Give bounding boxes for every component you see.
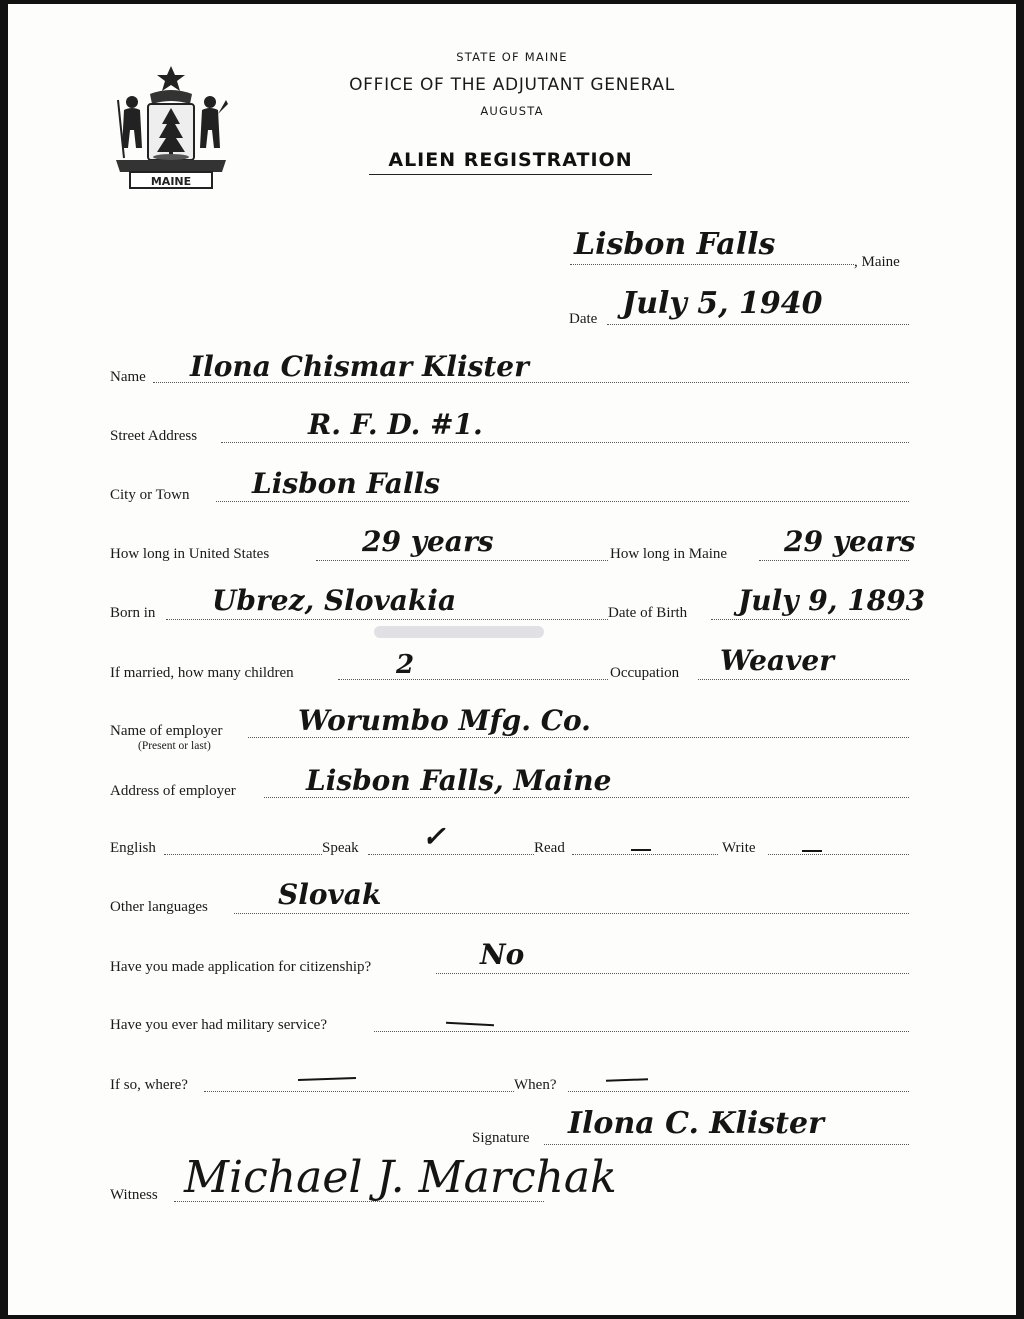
date-value: July 5, 1940 — [622, 286, 823, 321]
employer-sublabel: (Present or last) — [138, 740, 211, 752]
military-label: Have you ever had military service? — [110, 1017, 327, 1033]
when-line — [568, 1091, 909, 1092]
read-line — [572, 854, 718, 855]
born-in-value: Ubrez, Slovakia — [212, 584, 457, 617]
when-dash — [606, 1078, 648, 1081]
dob-label: Date of Birth — [608, 605, 688, 621]
citizenship-label: Have you made application for citizenship? — [110, 959, 372, 975]
how-long-maine-value: 29 years — [784, 525, 916, 558]
english-line — [164, 854, 322, 855]
city-line — [216, 501, 909, 502]
employer-value: Worumbo Mfg. Co. — [298, 704, 591, 737]
city-value: Lisbon Falls — [252, 467, 440, 500]
citizenship-line — [436, 973, 909, 974]
date-line — [607, 324, 909, 325]
speak-value: ✓ — [422, 820, 446, 853]
street-address-value: R. F. D. #1. — [308, 408, 483, 441]
occupation-label: Occupation — [610, 665, 680, 681]
paper-stain — [374, 626, 544, 638]
speak-line — [368, 854, 534, 855]
employer-address-value: Lisbon Falls, Maine — [306, 764, 612, 797]
how-long-us-value: 29 years — [362, 525, 494, 558]
where-dash — [298, 1077, 356, 1081]
form-title: ALIEN REGISTRATION — [369, 149, 652, 175]
born-in-line — [166, 619, 608, 620]
citizenship-value: No — [480, 938, 525, 971]
registration-form — [8, 4, 1016, 1315]
other-languages-value: Slovak — [278, 878, 382, 911]
name-label: Name — [110, 369, 146, 385]
if-so-where-label: If so, where? — [110, 1077, 188, 1093]
how-long-us-label: How long in United States — [110, 546, 270, 562]
employer-line — [248, 737, 909, 738]
place-label: , Maine — [854, 254, 900, 270]
signature-label: Signature — [472, 1130, 530, 1146]
english-label: English — [110, 840, 156, 856]
dob-value: July 9, 1893 — [738, 584, 926, 617]
svg-text:MAINE: MAINE — [150, 175, 192, 188]
military-dash — [446, 1022, 494, 1027]
children-line — [338, 679, 608, 680]
witness-label: Witness — [110, 1187, 158, 1203]
other-languages-line — [234, 913, 909, 914]
write-label: Write — [722, 840, 756, 856]
write-line — [768, 854, 909, 855]
place-line — [570, 264, 854, 265]
how-long-maine-label: How long in Maine — [610, 546, 728, 562]
signature-value: Ilona C. Klister — [568, 1106, 824, 1141]
employer-address-label: Address of employer — [110, 783, 236, 799]
employer-label: Name of employer — [110, 723, 223, 739]
state-heading: STATE OF MAINE — [456, 50, 568, 64]
if-so-where-line — [204, 1091, 514, 1092]
street-address-label: Street Address — [110, 428, 198, 444]
street-address-line — [221, 442, 909, 443]
signature-line — [544, 1144, 909, 1145]
name-value: Ilona Chismar Klister — [190, 350, 529, 383]
born-in-label: Born in — [110, 605, 156, 621]
place-value: Lisbon Falls — [574, 227, 776, 262]
witness-value: Michael J. Marchak — [184, 1152, 617, 1203]
how-long-us-line — [316, 560, 608, 561]
how-long-maine-line — [759, 560, 909, 561]
military-line — [374, 1031, 909, 1032]
city-label: City or Town — [110, 487, 190, 503]
dob-line — [711, 619, 909, 620]
date-label: Date — [569, 311, 598, 327]
read-dash — [631, 849, 651, 851]
write-dash — [802, 850, 822, 852]
children-label: If married, how many children — [110, 665, 294, 681]
occupation-line — [698, 679, 909, 680]
city-heading: AUGUSTA — [480, 104, 544, 118]
children-value: 2 — [396, 650, 415, 680]
speak-label: Speak — [322, 840, 359, 856]
when-label: When? — [514, 1077, 557, 1093]
read-label: Read — [534, 840, 565, 856]
occupation-value: Weaver — [720, 644, 834, 677]
employer-address-line — [264, 797, 909, 798]
other-languages-label: Other languages — [110, 899, 208, 915]
office-heading: OFFICE OF THE ADJUTANT GENERAL — [349, 75, 675, 95]
